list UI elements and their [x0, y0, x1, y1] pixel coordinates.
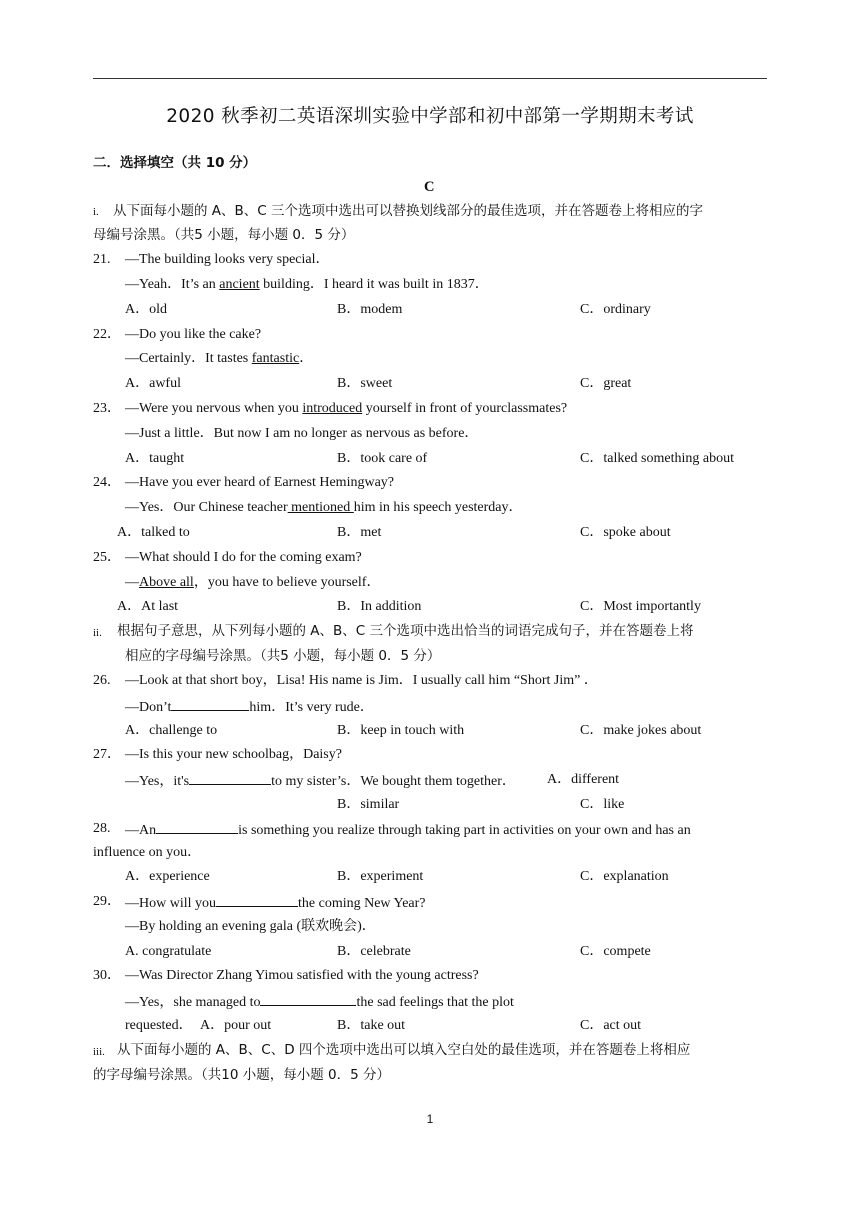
question-number: 23． — [93, 401, 121, 416]
question-line: requested． — [125, 1018, 193, 1033]
option-a: A．taught — [125, 451, 185, 466]
instruction-ii-line1: 根据句子意思，从下列每小题的 A、B、C 三个选项中选出恰当的词语完成句子，并在答题卷上将 — [117, 623, 694, 639]
option-c: C．Most importantly — [580, 599, 701, 614]
question-line: —The building looks very special． — [125, 252, 330, 267]
option-c: C．ordinary — [580, 302, 651, 317]
question-number: 26. — [93, 673, 111, 688]
option-a: A．different — [547, 772, 620, 787]
option-b: B．In addition — [337, 599, 422, 614]
question-number: 29． — [93, 894, 121, 909]
option-b: B．took care of — [337, 451, 428, 466]
option-a: A．experience — [125, 869, 210, 884]
instruction-ii-marker: ii. — [93, 627, 102, 639]
question-line: —Above all，you have to believe yourself． — [125, 575, 381, 590]
question-number: 30． — [93, 968, 121, 983]
option-b: B．experiment — [337, 869, 424, 884]
question-number: 25． — [93, 550, 121, 565]
question-number: 28. — [93, 821, 111, 836]
question-number: 24． — [93, 475, 121, 490]
underlined-word: fantastic — [251, 351, 300, 366]
answer-blank — [260, 992, 356, 1006]
question-line: —Yeah．It’s an ancient building．I heard it was built in 1837． — [125, 277, 489, 292]
option-c: C．spoke about — [580, 525, 671, 540]
option-a: A．talked to — [117, 525, 190, 540]
option-a: A．pour out — [200, 1018, 272, 1033]
question-line: —How will you the coming New Year? — [125, 893, 426, 913]
option-b: B．met — [337, 525, 382, 540]
option-b: B．similar — [337, 797, 400, 812]
question-line: —Were you nervous when you introduced yourself in front of yourclassmates? — [125, 401, 568, 416]
option-c: C．make jokes about — [580, 723, 702, 738]
question-line: —By holding an evening gala (联欢晚会)． — [125, 919, 376, 934]
page-title: 2020 秋季初二英语深圳实验中学部和初中部第一学期期末考试 — [166, 106, 694, 127]
question-line: —Yes．Our Chinese teacher mentioned him in his speech yesterday． — [125, 500, 523, 515]
instruction-iii-marker: iii. — [93, 1046, 105, 1058]
option-a: A．At last — [117, 599, 179, 614]
question-line: —Do you like the cake? — [125, 327, 262, 342]
option-a: A．challenge to — [125, 723, 218, 738]
answer-blank — [171, 697, 249, 711]
option-a: A. congratulate — [125, 944, 212, 959]
option-c: C．act out — [580, 1018, 642, 1033]
question-number: 27． — [93, 747, 121, 762]
option-c: C．talked something about — [580, 451, 734, 466]
option-c: C．like — [580, 797, 625, 812]
question-line: influence on you． — [93, 845, 202, 860]
option-a: A．awful — [125, 376, 181, 391]
option-b: B．sweet — [337, 376, 393, 391]
instruction-ii-line2: 相应的字母编号涂黑。（共5 小题，每小题 0．5 分） — [125, 648, 441, 664]
underlined-word: ancient — [219, 277, 260, 292]
question-line: —Look at that short boy，Lisa! His name is Jim．I usually call him “Short Jim” ． — [125, 673, 598, 688]
question-line: —Yes，it's to my sister’s．We bought them together． — [125, 771, 516, 791]
question-number: 21. — [93, 252, 111, 267]
option-b: B．keep in touch with — [337, 723, 465, 738]
page-number: 1 — [426, 1112, 434, 1126]
question-line: —Certainly．It tastes fantastic． — [125, 351, 314, 366]
answer-blank — [189, 771, 271, 785]
question-line: —Have you ever heard of Earnest Hemingway? — [125, 475, 395, 490]
instruction-iii-line2: 的字母编号涂黑。（共10 小题，每小题 0．5 分） — [93, 1067, 390, 1083]
question-line: —Just a little．But now I am no longer as nervous as before． — [125, 426, 479, 441]
question-number: 22． — [93, 327, 121, 342]
answer-blank — [216, 893, 298, 907]
underlined-word: mentioned — [287, 500, 354, 515]
question-line: —An is something you realize through taking part in activities on your own and has an — [125, 820, 691, 840]
option-c: C．compete — [580, 944, 651, 959]
question-line: —Is this your new schoolbag，Daisy? — [125, 747, 342, 762]
header-rule — [93, 78, 767, 79]
section-heading: 二．选择填空（共 10 分） — [93, 155, 257, 171]
option-b: B．celebrate — [337, 944, 411, 959]
question-line: —What should I do for the coming exam? — [125, 550, 362, 565]
option-b: B．modem — [337, 302, 403, 317]
question-line: —Don’t him．It’s very rude． — [125, 697, 374, 717]
underlined-word: introduced — [302, 401, 363, 416]
answer-blank — [156, 820, 238, 834]
instruction-i-line1: 从下面每小题的 A、B、C 三个选项中选出可以替换划线部分的最佳选项，并在答题卷上将相应的字 — [113, 203, 704, 219]
option-a: A．old — [125, 302, 167, 317]
question-line: —Yes，she managed to the sad feelings that the plot — [125, 992, 514, 1012]
part-letter: C — [424, 179, 435, 195]
underlined-word: Above all — [139, 575, 194, 590]
instruction-i-marker: i. — [93, 206, 99, 218]
option-b: B．take out — [337, 1018, 406, 1033]
option-c: C．explanation — [580, 869, 669, 884]
option-c: C．great — [580, 376, 632, 391]
instruction-iii-line1: 从下面每小题的 A、B、C、D 四个选项中选出可以填入空白处的最佳选项，并在答题卷上将相应 — [117, 1042, 691, 1058]
instruction-i-line2: 母编号涂黑。（共5 小题，每小题 0．5 分） — [93, 227, 355, 243]
question-line: —Was Director Zhang Yimou satisfied with the young actress? — [125, 968, 479, 983]
